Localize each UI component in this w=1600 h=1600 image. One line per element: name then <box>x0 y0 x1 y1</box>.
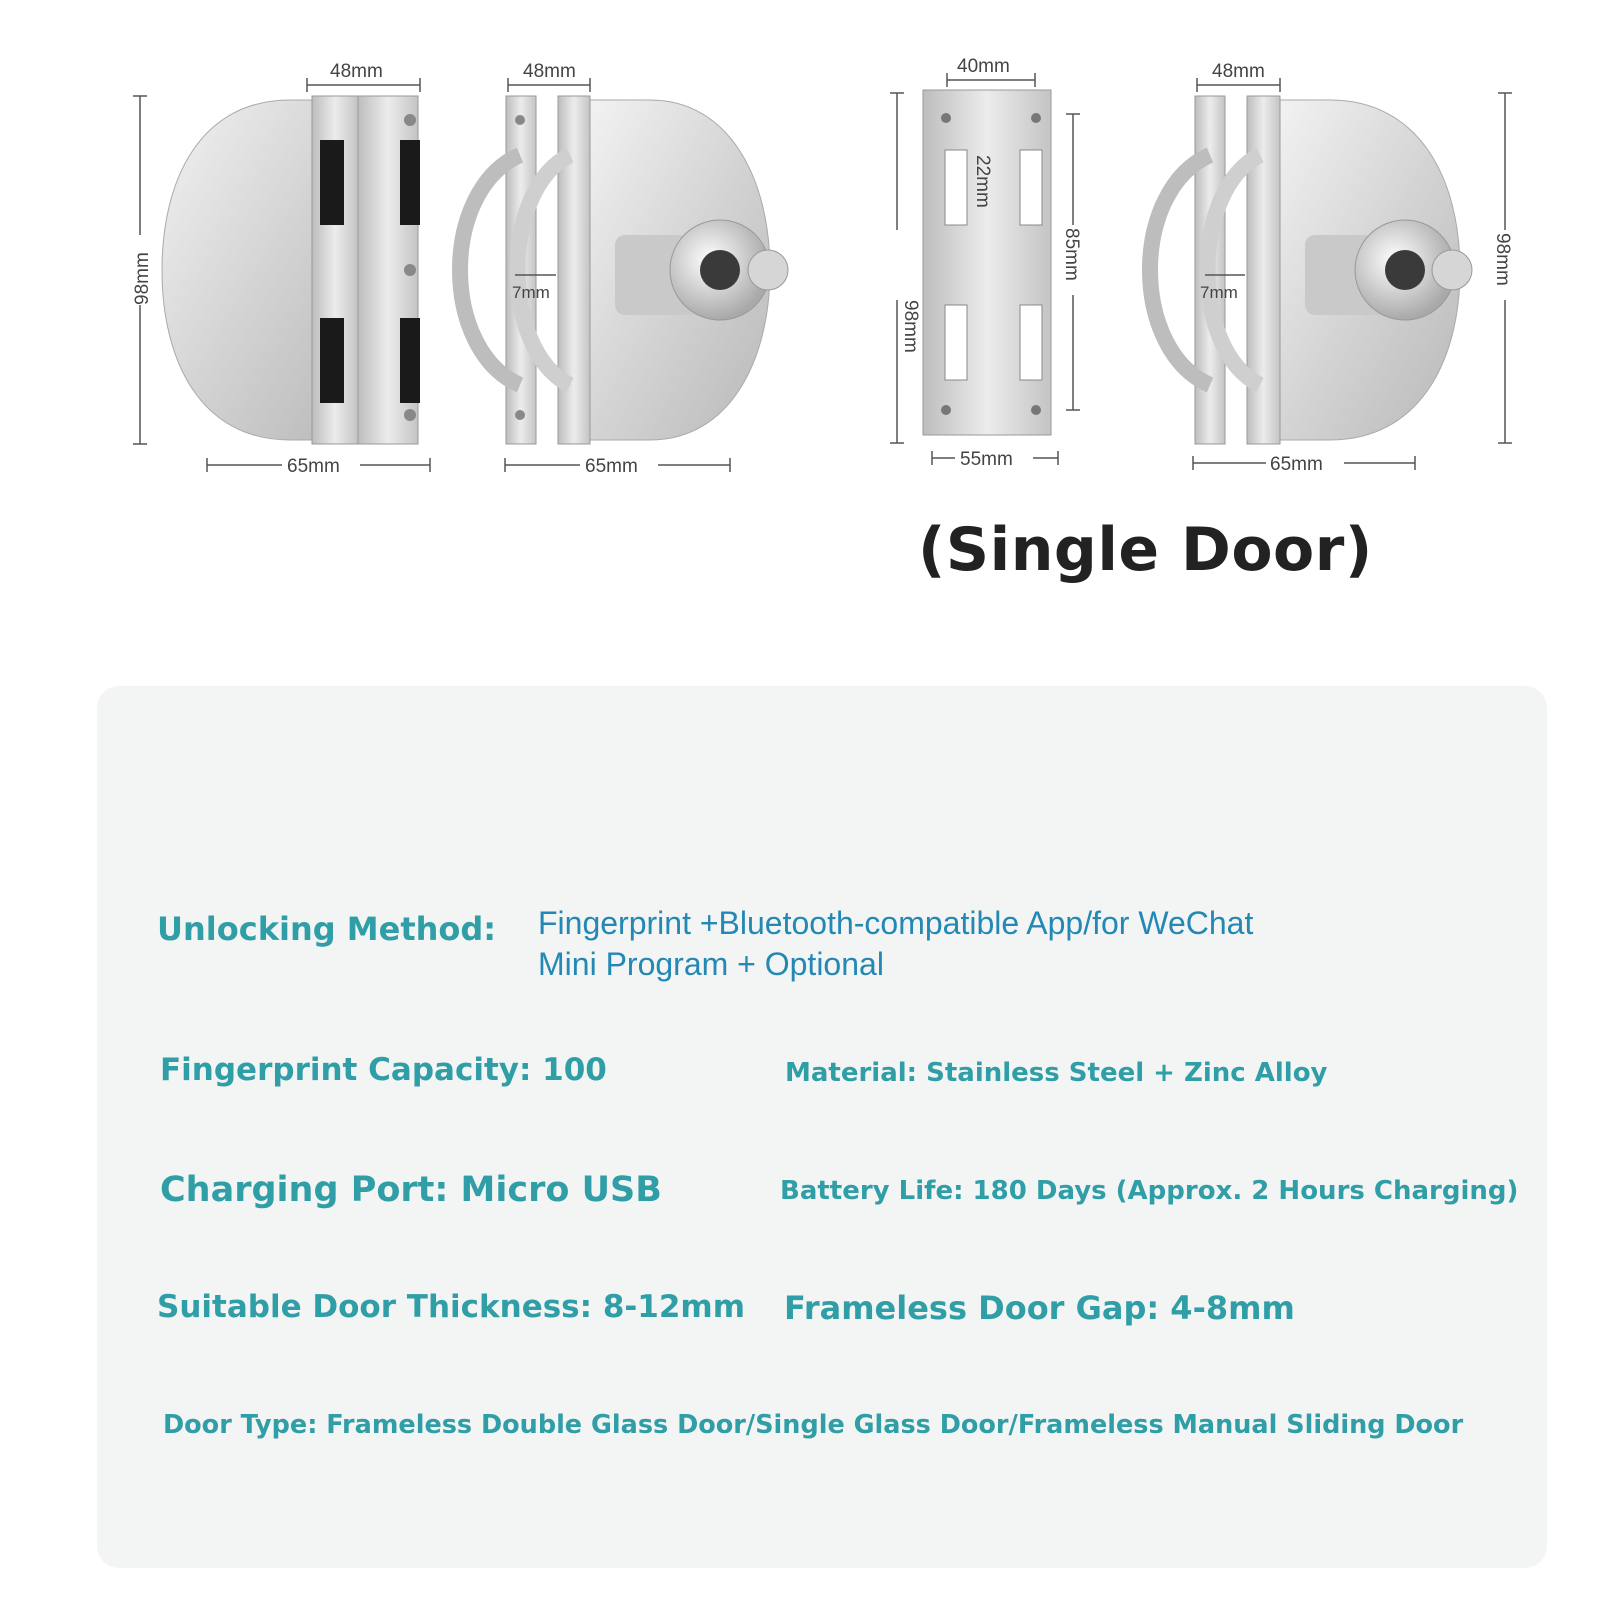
lock1-width-bottom-label: 65mm <box>287 456 340 477</box>
page-title: (Single Door) <box>918 515 1373 585</box>
lock-front-view <box>162 96 420 444</box>
lock3-width-bottom-label: 65mm <box>1270 454 1323 475</box>
strike-plate-view <box>923 90 1051 435</box>
door-gap: Frameless Door Gap: 4-8mm <box>784 1289 1295 1327</box>
lock2-width-top-label: 48mm <box>523 61 576 82</box>
lock3-height-label: 98mm <box>1492 233 1513 286</box>
lock3-gap-label: 7mm <box>1200 283 1238 302</box>
lock1-width-top-label: 48mm <box>330 61 383 82</box>
fingerprint-capacity: Fingerprint Capacity: 100 <box>160 1052 607 1088</box>
unlocking-method-label: Unlocking Method: <box>157 910 497 948</box>
plate-slot-label: 22mm <box>972 155 993 208</box>
battery-life: Battery Life: 180 Days (Approx. 2 Hours Charging) <box>780 1176 1519 1206</box>
door-type: Door Type: Frameless Double Glass Door/Single Glass Door/Frameless Manual Sliding Door <box>163 1410 1464 1440</box>
lock2-gap-label: 7mm <box>512 283 550 302</box>
plate-width-top-label: 40mm <box>957 56 1010 77</box>
unlocking-method-value <box>538 903 1358 985</box>
door-thickness: Suitable Door Thickness: 8-12mm <box>157 1289 746 1325</box>
lock2-width-bottom-label: 65mm <box>585 456 638 477</box>
lock-handle-view <box>460 96 788 444</box>
plate-width-bottom-label: 55mm <box>960 449 1013 470</box>
lock1-height-label: 98mm <box>132 252 153 305</box>
unlocking-value-line-1: Fingerprint +Bluetooth-compatible App/for WeChat <box>538 905 1254 941</box>
lock3-width-top-label: 48mm <box>1212 61 1265 82</box>
material: Material: Stainless Steel + Zinc Alloy <box>785 1058 1328 1088</box>
plate-height-left-label: 98mm <box>900 300 921 353</box>
unlocking-value-line-2: Mini Program + Optional <box>538 946 884 982</box>
charging-port: Charging Port: Micro USB <box>160 1170 662 1210</box>
plate-height-right-label: 85mm <box>1061 228 1082 281</box>
lock-handle-view-2 <box>1150 96 1472 444</box>
